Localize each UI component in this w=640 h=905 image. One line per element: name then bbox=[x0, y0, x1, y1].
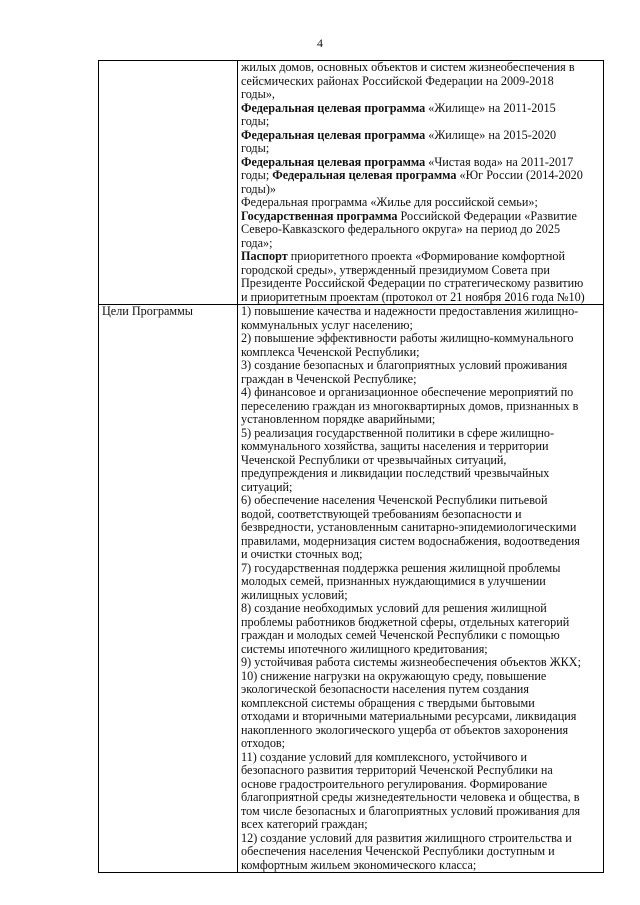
text-line bbox=[241, 818, 600, 832]
line-text: «Юг России (2014-2020 bbox=[456, 168, 583, 182]
legal-basis-cell bbox=[238, 61, 604, 305]
line-text: 11) создание условий для комплексного, устойчивого и bbox=[241, 749, 527, 764]
line-text: безвредности, установленным санитарно-эпидемиологическими bbox=[241, 520, 577, 534]
text-line bbox=[241, 61, 600, 75]
text-line bbox=[241, 724, 600, 738]
line-text: 9) устойчивая работа системы жизнеобеспечения объектов ЖКХ; bbox=[241, 655, 581, 669]
line-text: отходов; bbox=[241, 736, 286, 750]
line-text: проблемы работников бюджетной сферы, отдельных категорий bbox=[241, 614, 570, 629]
text-line bbox=[241, 845, 600, 859]
text-line bbox=[241, 427, 600, 441]
text-line bbox=[241, 467, 600, 481]
table-row bbox=[99, 61, 604, 305]
line-text: годы)» bbox=[241, 181, 276, 196]
text-line bbox=[241, 400, 600, 414]
line-text: коммунального хозяйства, защиты населения и территории bbox=[241, 439, 549, 453]
text-line bbox=[241, 521, 600, 535]
line-text: годы; bbox=[241, 141, 270, 155]
line-text: отходами и вторичными материальными ресурсами, ликвидация bbox=[241, 709, 577, 723]
text-line bbox=[241, 250, 600, 264]
text-line bbox=[241, 778, 600, 792]
text-line bbox=[241, 602, 600, 616]
legal-basis-text bbox=[241, 61, 600, 304]
line-text: водой, соответствующей требованиям безопасности и bbox=[241, 506, 522, 521]
text-line bbox=[241, 169, 600, 183]
line-text: сейсмических районах Российской Федерации на 2009-2018 bbox=[241, 73, 554, 88]
text-line bbox=[241, 764, 600, 778]
line-text: коммунальных услуг населению; bbox=[241, 317, 413, 332]
line-text: и очистки сточных вод; bbox=[241, 547, 363, 561]
text-line bbox=[241, 805, 600, 819]
line-text: Федеральная программа «Жилье для российской семьи»; bbox=[241, 195, 538, 209]
line-text: жилых домов, основных объектов и систем жизнеобеспечения в bbox=[241, 60, 575, 74]
line-text: 5) реализация государственной политики в сфере жилищно- bbox=[241, 425, 555, 440]
line-text: граждан и молодых семей Чеченской Республики с помощью bbox=[241, 628, 560, 642]
line-text: 4) финансовое и организационное обеспечение мероприятий по bbox=[241, 385, 574, 399]
text-line bbox=[241, 210, 600, 224]
line-text: «Жилище» на 2015-2020 bbox=[425, 127, 557, 142]
goals-cell bbox=[238, 305, 604, 873]
text-line bbox=[241, 697, 600, 711]
goals-text bbox=[241, 305, 600, 872]
line-text: 12) создание условий для развития жилищного строительства и bbox=[241, 830, 572, 845]
line-text: Президенте Российской Федерации по стратегическому развитию bbox=[241, 276, 584, 290]
line-text: приоритетного проекта «Формирование комфортной bbox=[287, 249, 565, 263]
text-line bbox=[241, 616, 600, 630]
line-text: 8) создание необходимых условий для решения жилищной bbox=[241, 601, 547, 615]
line-text: жилищных условий; bbox=[241, 587, 348, 602]
text-line bbox=[241, 102, 600, 116]
line-text: годы; bbox=[241, 168, 273, 182]
line-text: 2) повышение эффективности работы жилищно-коммунального bbox=[241, 331, 574, 345]
text-line bbox=[241, 75, 600, 89]
line-text: 10) снижение нагрузки на окружающую среду, повышение bbox=[241, 668, 547, 683]
text-line bbox=[241, 115, 600, 129]
text-line bbox=[241, 494, 600, 508]
text-line bbox=[241, 196, 600, 210]
line-text: Чеченской Республики от чрезвычайных ситуаций, bbox=[241, 452, 507, 467]
text-line bbox=[241, 535, 600, 549]
bold-program-name: Федеральная целевая программа bbox=[241, 127, 426, 142]
line-text: ситуаций; bbox=[241, 479, 293, 494]
line-text: 6) обеспечение населения Чеченской Республики питьевой bbox=[241, 493, 548, 507]
text-line bbox=[241, 156, 600, 170]
text-line bbox=[241, 183, 600, 197]
bold-program-name: Федеральная целевая программа bbox=[241, 154, 426, 169]
line-text: комфортным жильем экономического класса; bbox=[241, 857, 477, 872]
line-text: всех категорий граждан; bbox=[241, 817, 368, 831]
text-line bbox=[241, 710, 600, 724]
text-line bbox=[241, 589, 600, 603]
line-text: благоприятной среды жизнедеятельности человека и общества, в bbox=[241, 790, 580, 804]
line-text: 7) государственная поддержка решения жилищной проблемы bbox=[241, 560, 561, 575]
line-text: 1) повышение качества и надежности предоставления жилищно- bbox=[241, 304, 579, 318]
text-line bbox=[241, 142, 600, 156]
line-text: и приоритетным проектам (протокол от 21 ноября 2016 года №10) bbox=[241, 289, 585, 304]
line-text: установленном порядке аварийными; bbox=[241, 412, 436, 426]
text-line bbox=[241, 683, 600, 697]
text-line bbox=[241, 237, 600, 251]
text-line bbox=[241, 223, 600, 237]
text-line bbox=[241, 629, 600, 643]
line-text: «Жилище» на 2011-2015 bbox=[425, 100, 556, 115]
text-line bbox=[241, 386, 600, 400]
text-line bbox=[241, 832, 600, 846]
text-line bbox=[241, 413, 600, 427]
text-line bbox=[241, 319, 600, 333]
line-text: предупреждения и ликвидации последствий чрезвычайных bbox=[241, 466, 550, 480]
text-line bbox=[241, 508, 600, 522]
bold-program-name: Паспорт bbox=[241, 249, 288, 263]
text-line bbox=[241, 291, 600, 305]
text-line bbox=[241, 440, 600, 454]
program-passport-table bbox=[98, 60, 604, 873]
text-line bbox=[241, 346, 600, 360]
text-line bbox=[241, 454, 600, 468]
text-line bbox=[241, 859, 600, 873]
bold-program-name: Федеральная целевая программа bbox=[272, 168, 457, 182]
line-text: основе градостроительного регулирования. Формирование bbox=[241, 776, 548, 791]
line-text: системы ипотечного жилищного кредитования; bbox=[241, 641, 488, 656]
text-line bbox=[241, 562, 600, 576]
text-line bbox=[241, 277, 600, 291]
line-text: переселению граждан из многоквартирных домов, признанных в bbox=[241, 398, 579, 413]
text-line bbox=[241, 129, 600, 143]
line-text: молодых семей, признанных нуждающимися в улучшении bbox=[241, 574, 546, 588]
line-text: Российской Федерации «Развитие bbox=[397, 208, 577, 223]
line-text: года»; bbox=[241, 235, 273, 250]
line-text: комплекса Чеченской Республики; bbox=[241, 344, 420, 359]
text-line bbox=[241, 656, 600, 670]
bold-program-name: Государственная программа bbox=[241, 208, 398, 223]
line-text: правилами, модернизация систем водоснабжения, водоотведения bbox=[241, 533, 580, 548]
text-line bbox=[241, 88, 600, 102]
line-text: «Чистая вода» на 2011-2017 bbox=[425, 154, 574, 169]
text-line bbox=[241, 373, 600, 387]
text-line bbox=[241, 643, 600, 657]
line-text: Северо-Кавказского федерального округа» на период до 2025 bbox=[241, 222, 561, 236]
line-text: экологической безопасности населения путем создания bbox=[241, 682, 529, 696]
goals-label-cell: Цели Программы bbox=[99, 305, 238, 873]
text-line bbox=[241, 575, 600, 589]
text-line bbox=[241, 305, 600, 319]
bold-program-name: Федеральная целевая программа bbox=[241, 100, 426, 115]
line-text: 3) создание безопасных и благоприятных условий проживания bbox=[241, 358, 568, 372]
text-line bbox=[241, 548, 600, 562]
text-line bbox=[241, 791, 600, 805]
text-line bbox=[241, 481, 600, 495]
line-text: безопасного развития территорий Чеченской Республики на bbox=[241, 763, 553, 777]
line-text: годы», bbox=[241, 87, 275, 101]
line-text: накопленного экологического ущерба от объектов захоронения bbox=[241, 722, 569, 737]
line-text: обеспечения населения Чеченской Республики доступным и bbox=[241, 844, 555, 858]
text-line bbox=[241, 332, 600, 346]
text-line bbox=[241, 264, 600, 278]
text-line bbox=[241, 737, 600, 751]
line-text: граждан в Чеченской Республике; bbox=[241, 371, 417, 386]
line-text: том числе безопасных и благоприятных условий проживания для bbox=[241, 803, 581, 818]
row-label-cell bbox=[99, 61, 238, 305]
table-row bbox=[99, 305, 604, 873]
line-text: комплексной системы обращения с твердыми бытовыми bbox=[241, 695, 535, 710]
line-text: городской среды», утвержденный президиумом Совета при bbox=[241, 262, 550, 277]
line-text: годы; bbox=[241, 114, 270, 128]
text-line bbox=[241, 359, 600, 373]
text-line bbox=[241, 670, 600, 684]
page-number: 4 bbox=[317, 36, 323, 50]
text-line bbox=[241, 751, 600, 765]
